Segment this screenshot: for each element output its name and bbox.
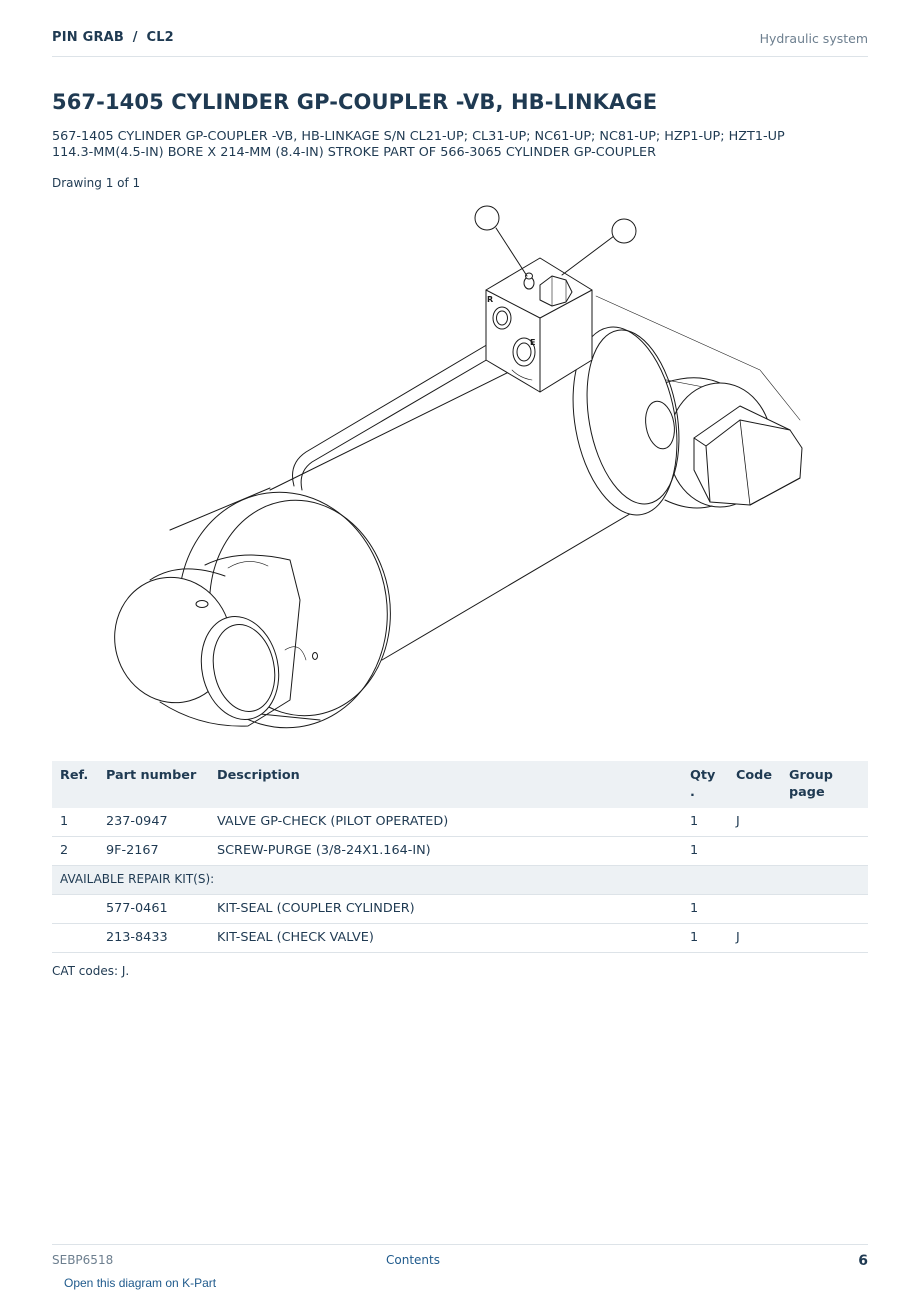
cell-part-number[interactable]: 577-0461 — [98, 895, 209, 924]
cell-code: J — [728, 924, 781, 953]
callout-circle[interactable] — [612, 219, 636, 243]
breadcrumb — [52, 30, 174, 45]
cell-part-number[interactable]: 213-8433 — [98, 924, 209, 953]
cell-group-page — [781, 895, 868, 924]
cell-qty: 1 — [682, 895, 728, 924]
cell-qty: 1 — [682, 808, 728, 837]
cell-group-page — [781, 808, 868, 837]
document-number: SEBP6518 — [52, 1253, 114, 1267]
table-row — [52, 895, 868, 924]
contents-link[interactable]: Contents — [386, 1253, 440, 1267]
cell-qty: 1 — [682, 837, 728, 866]
page-title: 567-1405 CYLINDER GP-COUPLER -VB, HB-LINKAGE — [52, 90, 658, 114]
port-label: E — [530, 338, 536, 347]
repair-kit-header: AVAILABLE REPAIR KIT(S): — [52, 866, 868, 895]
open-kpart-link[interactable]: Open this diagram on K-Part — [64, 1276, 217, 1290]
breadcrumb-item-prefix[interactable]: CL2 — [146, 30, 174, 45]
description-line: 114.3-MM(4.5-IN) BORE X 214-MM (8.4-IN) STROKE PART OF 566-3065 CYLINDER GP-COUPLER — [52, 145, 656, 160]
page-header — [52, 28, 868, 57]
table-row — [52, 808, 868, 837]
page-footer — [52, 1244, 868, 1275]
cat-codes-note: CAT codes: J. — [52, 964, 130, 978]
cell-part-number[interactable]: 237-0947 — [98, 808, 209, 837]
callouts — [475, 206, 636, 276]
cell-description: KIT-SEAL (COUPLER CYLINDER) — [209, 895, 682, 924]
drawing-count: Drawing 1 of 1 — [52, 176, 141, 190]
cell-part-number[interactable]: 9F-2167 — [98, 837, 209, 866]
page-number: 6 — [858, 1253, 868, 1269]
cell-ref — [52, 924, 98, 953]
table-row — [52, 924, 868, 953]
breadcrumb-item-model[interactable]: PIN GRAB — [52, 30, 125, 45]
cell-code — [728, 895, 781, 924]
cell-code — [728, 837, 781, 866]
breadcrumb-separator: / — [132, 30, 138, 45]
col-header-qty: Qty . — [682, 761, 728, 808]
col-header-code: Code — [728, 761, 781, 808]
cell-group-page — [781, 924, 868, 953]
table-row — [52, 837, 868, 866]
cell-description: SCREW-PURGE (3/8-24X1.164-IN) — [209, 837, 682, 866]
table-header-row — [52, 761, 868, 808]
col-header-description: Description — [209, 761, 682, 808]
description-line: 567-1405 CYLINDER GP-COUPLER -VB, HB-LINKAGE S/N CL21-UP; CL31-UP; NC61-UP; NC81-UP; HZP1-UP; HZT1-UP — [52, 129, 785, 144]
cell-qty: 1 — [682, 924, 728, 953]
col-header-group-page: Group page — [781, 761, 868, 808]
col-header-ref: Ref. — [52, 761, 98, 808]
part-description — [52, 129, 868, 161]
cylinder-drawing[interactable] — [100, 198, 820, 746]
repair-kit-header-row — [52, 866, 868, 895]
cell-group-page — [781, 837, 868, 866]
hydraulic-line — [293, 339, 503, 490]
port-label: R — [487, 295, 494, 304]
cell-ref — [52, 895, 98, 924]
cell-ref: 2 — [52, 837, 98, 866]
cell-description: KIT-SEAL (CHECK VALVE) — [209, 924, 682, 953]
section-name: Hydraulic system — [759, 31, 868, 46]
cell-description: VALVE GP-CHECK (PILOT OPERATED) — [209, 808, 682, 837]
callout-circle[interactable] — [475, 206, 499, 230]
parts-table — [52, 761, 868, 953]
col-header-part-number: Part number — [98, 761, 209, 808]
cell-code: J — [728, 808, 781, 837]
cell-ref: 1 — [52, 808, 98, 837]
